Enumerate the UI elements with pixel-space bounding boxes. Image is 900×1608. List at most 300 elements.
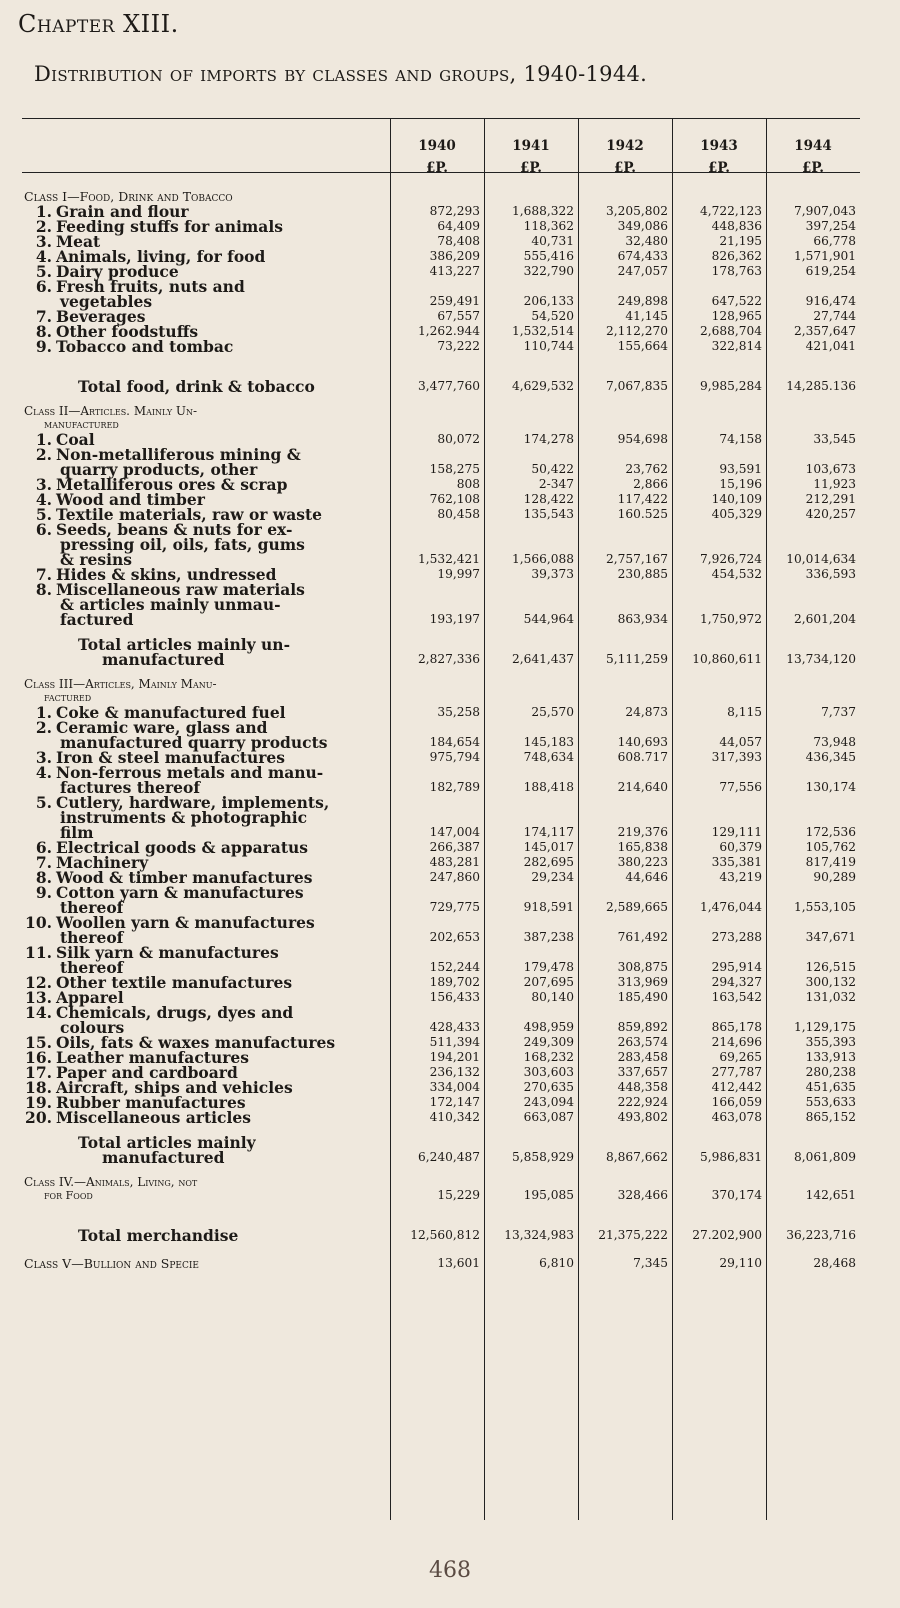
value-cell: 64,409 [437, 219, 480, 233]
value-cell: 954,698 [617, 432, 668, 446]
item-number: 2. [35, 718, 52, 737]
empty-cell [672, 176, 766, 204]
item-number: 5. [35, 505, 52, 524]
value-cell: 859,892 [617, 1020, 668, 1034]
value-cell: 21,195 [719, 234, 762, 248]
item-row [22, 795, 860, 840]
value-cell: 25,570 [531, 705, 574, 719]
value-cell: 230,885 [617, 567, 668, 581]
item-number: 7. [35, 853, 52, 872]
item-row [22, 885, 860, 915]
value-cell: 77,556 [719, 780, 762, 794]
class-heading: Class V—Bullion and Specie [24, 1256, 199, 1271]
value-cell: 282,695 [523, 855, 574, 869]
page-number: 468 [429, 1558, 471, 1583]
item-label [22, 1110, 390, 1125]
value-cell: 308,875 [617, 960, 668, 974]
value-cell: 463,078 [711, 1110, 762, 1124]
value-cell: 142,651 [805, 1188, 856, 1202]
class-heading [22, 394, 390, 432]
total-text: Total articles mainly [78, 1133, 256, 1152]
value-cell: 140,109 [711, 492, 762, 506]
value-cell: 916,474 [805, 294, 856, 308]
value-cell: 19,997 [437, 567, 480, 581]
item-text: Hides & skins, undressed [56, 565, 277, 584]
value-cell: 619,254 [805, 264, 856, 278]
value-cell: 865,178 [711, 1020, 762, 1034]
item-text: Iron & steel manufactures [56, 748, 286, 767]
value-cell: 10,014,634 [786, 552, 856, 566]
value-cell: 263,574 [617, 1035, 668, 1049]
value-cell: 863,934 [617, 612, 668, 626]
value-cell: 386,209 [429, 249, 480, 263]
value-cell: 165,838 [617, 840, 668, 854]
item-number: 6. [35, 838, 52, 857]
value-cell: 66,778 [813, 234, 856, 248]
empty-cell [672, 394, 766, 432]
value-cell: 397,254 [805, 219, 856, 233]
value-cell: 247,860 [429, 870, 480, 884]
item-label [22, 279, 390, 309]
item-number: 4. [35, 763, 52, 782]
item-number: 1. [35, 703, 52, 722]
value-cell: 2,866 [633, 477, 668, 491]
item-number: 2. [35, 217, 52, 236]
item-text: Cutlery, hardware, implements, [56, 793, 330, 812]
table-title: Distribution of imports by classes and groups, 1940-1944. [34, 62, 648, 86]
item-number: 7. [35, 565, 52, 584]
value-cell: 21,375,222 [598, 1228, 668, 1242]
empty-cell [578, 176, 672, 204]
value-cell: 1,262.944 [417, 324, 480, 338]
item-label [22, 795, 390, 840]
item-text: Non-ferrous metals and manu- [56, 763, 324, 782]
value-cell: 214,696 [711, 1035, 762, 1049]
value-cell: 50,422 [531, 462, 574, 476]
item-number: 14. [25, 1003, 52, 1022]
value-cell: 1,688,322 [511, 204, 574, 218]
total-text: manufactured [102, 1148, 225, 1167]
value-cell: 29,234 [531, 870, 574, 884]
value-cell: 322,814 [711, 339, 762, 353]
value-cell: 73,948 [813, 735, 856, 749]
value-cell: 7,067,835 [605, 379, 668, 393]
value-cell: 817,419 [805, 855, 856, 869]
value-cell: 273,288 [711, 930, 762, 944]
value-cell: 219,376 [617, 825, 668, 839]
value-cell: 1,566,088 [511, 552, 574, 566]
value-cell: 1,571,901 [793, 249, 856, 263]
value-cell: 128,965 [711, 309, 762, 323]
unit-header: £P. [519, 160, 542, 176]
value-cell: 103,673 [805, 462, 856, 476]
item-number: 8. [35, 580, 52, 599]
value-cell: 761,492 [617, 930, 668, 944]
value-cell: 128,422 [523, 492, 574, 506]
item-text: instruments & photographic [60, 808, 308, 827]
value-cell: 117,422 [617, 492, 668, 506]
value-cell: 674,433 [617, 249, 668, 263]
item-number: 5. [35, 793, 52, 812]
item-text: thereof [60, 928, 124, 947]
total-label [22, 627, 390, 667]
item-text: Other foodstuffs [56, 322, 199, 341]
unit-header: £P. [425, 160, 448, 176]
item-number: 1. [35, 202, 52, 221]
item-text: thereof [60, 958, 124, 977]
value-cell: 2,589,665 [605, 900, 668, 914]
total-row [22, 627, 860, 667]
year-header-row [22, 130, 860, 154]
value-cell: 188,418 [523, 780, 574, 794]
value-cell: 39,373 [531, 567, 574, 581]
year-header: 1942 [606, 138, 644, 154]
empty-cell [766, 394, 860, 432]
item-number: 3. [35, 475, 52, 494]
value-cell: 1,750,972 [699, 612, 762, 626]
item-text: Coal [56, 430, 95, 449]
value-cell: 421,041 [805, 339, 856, 353]
value-cell: 133,913 [805, 1050, 856, 1064]
item-label [22, 915, 390, 945]
class-heading-line: Class II—Articles. Mainly Un- [24, 404, 198, 418]
class-heading [22, 176, 390, 204]
value-cell: 67,557 [437, 309, 480, 323]
item-row [22, 447, 860, 477]
value-cell: 3,205,802 [605, 204, 668, 218]
value-cell: 313,969 [617, 975, 668, 989]
value-cell: 243,094 [523, 1095, 574, 1109]
total-text: Total articles mainly un- [78, 635, 291, 654]
total-label: Total merchandise [78, 1226, 239, 1245]
value-cell: 5,858,929 [511, 1150, 574, 1164]
empty-cell [766, 667, 860, 705]
item-number: 3. [35, 232, 52, 251]
value-cell: 13,601 [437, 1256, 480, 1270]
empty-cell [484, 176, 578, 204]
item-text: manufactured quarry products [60, 733, 328, 752]
value-cell: 3,477,760 [417, 379, 480, 393]
value-cell: 349,086 [617, 219, 668, 233]
value-cell: 28,468 [813, 1256, 856, 1270]
item-row [22, 339, 860, 354]
class-heading-line: Class I—Food, Drink and Tobacco [24, 189, 233, 204]
value-cell: 4,722,123 [699, 204, 762, 218]
item-number: 8. [35, 868, 52, 887]
item-text: Dairy produce [56, 262, 179, 281]
value-cell: 29,110 [719, 1256, 762, 1270]
total-merchandise-row [22, 1203, 860, 1243]
value-cell: 189,702 [429, 975, 480, 989]
item-text: Cotton yarn & manufactures [56, 883, 304, 902]
item-text: Chemicals, drugs, dyes and [56, 1003, 294, 1022]
item-text: Aircraft, ships and vehicles [56, 1078, 293, 1097]
item-number: 12. [25, 973, 52, 992]
value-cell: 60,379 [719, 840, 762, 854]
unit-header-row [22, 154, 860, 176]
value-cell: 41,145 [625, 309, 668, 323]
class-heading [22, 667, 390, 705]
value-cell: 11,923 [813, 477, 856, 491]
value-cell: 249,309 [523, 1035, 574, 1049]
item-label [22, 447, 390, 477]
value-cell: 410,342 [429, 1110, 480, 1124]
value-cell: 105,762 [805, 840, 856, 854]
item-number: 4. [35, 247, 52, 266]
value-cell: 555,416 [523, 249, 574, 263]
value-cell: 553,633 [805, 1095, 856, 1109]
item-row [22, 915, 860, 945]
value-cell: 69,265 [719, 1050, 762, 1064]
value-cell: 413,227 [429, 264, 480, 278]
value-cell: 647,522 [711, 294, 762, 308]
value-cell: 36,223,716 [786, 1228, 856, 1242]
value-cell: 145,183 [523, 735, 574, 749]
total-label [22, 1125, 390, 1165]
value-cell: 206,133 [523, 294, 574, 308]
value-cell: 412,442 [711, 1080, 762, 1094]
item-text: Wood & timber manufactures [56, 868, 313, 887]
item-label [22, 765, 390, 795]
value-cell: 300,132 [805, 975, 856, 989]
value-cell: 163,542 [711, 990, 762, 1004]
value-cell: 283,458 [617, 1050, 668, 1064]
class-heading-line: Class III—Articles, Mainly Manu- [24, 677, 217, 691]
chapter-heading: Chapter XIII. [18, 10, 179, 38]
item-number: 17. [25, 1063, 52, 1082]
value-cell: 24,873 [625, 705, 668, 719]
label-header [22, 154, 390, 176]
value-cell: 808 [456, 477, 480, 491]
value-cell: 544,964 [523, 612, 574, 626]
item-text: Oils, fats & waxes manufactures [56, 1033, 336, 1052]
year-header: 1944 [794, 138, 832, 154]
value-cell: 337,657 [617, 1065, 668, 1079]
value-cell: 182,789 [429, 780, 480, 794]
item-text: Fresh fruits, nuts and [56, 277, 245, 296]
total-row [22, 354, 860, 394]
value-cell: 2,757,167 [605, 552, 668, 566]
value-cell: 380,223 [617, 855, 668, 869]
value-cell: 277,787 [711, 1065, 762, 1079]
item-text: Other textile manufactures [56, 973, 293, 992]
value-cell: 222,924 [617, 1095, 668, 1109]
unit-header: £P. [707, 160, 730, 176]
value-cell: 2,357,647 [793, 324, 856, 338]
year-header: 1941 [512, 138, 550, 154]
item-text: Electrical goods & apparatus [56, 838, 308, 857]
value-cell: 152,244 [429, 960, 480, 974]
value-cell: 7,907,043 [793, 204, 856, 218]
item-text: thereof [60, 898, 124, 917]
value-cell: 865,152 [805, 1110, 856, 1124]
value-cell: 2,601,204 [793, 612, 856, 626]
value-cell: 14,285.136 [786, 379, 856, 393]
item-label [22, 885, 390, 915]
value-cell: 131,032 [805, 990, 856, 1004]
item-text: colours [60, 1018, 125, 1037]
item-number: 2. [35, 445, 52, 464]
value-cell: 270,635 [523, 1080, 574, 1094]
item-number: 16. [25, 1048, 52, 1067]
item-row [22, 765, 860, 795]
item-row [22, 1110, 860, 1125]
item-number: 5. [35, 262, 52, 281]
value-cell: 40,731 [531, 234, 574, 248]
value-cell: 1,476,044 [699, 900, 762, 914]
value-cell: 762,108 [429, 492, 480, 506]
year-header: 1943 [700, 138, 738, 154]
value-cell: 8,115 [727, 705, 762, 719]
value-cell: 303,603 [523, 1065, 574, 1079]
value-cell: 7,737 [821, 705, 856, 719]
top-rule [22, 118, 860, 119]
year-header: 1940 [418, 138, 456, 154]
item-label [22, 522, 390, 567]
value-cell: 334,004 [429, 1080, 480, 1094]
item-text: Miscellaneous articles [56, 1108, 251, 1127]
label-header [22, 130, 390, 154]
item-row [22, 975, 860, 990]
item-text: & articles mainly unmau- [60, 595, 281, 614]
value-cell: 135,543 [523, 507, 574, 521]
value-cell: 748,634 [523, 750, 574, 764]
imports-table [22, 130, 860, 1271]
value-cell: 328,466 [617, 1188, 668, 1202]
item-text: Meat [56, 232, 101, 251]
value-cell: 451,635 [805, 1080, 856, 1094]
value-cell: 2,827,336 [417, 652, 480, 666]
empty-cell [390, 394, 484, 432]
value-cell: 193,197 [429, 612, 480, 626]
value-cell: 294,327 [711, 975, 762, 989]
value-cell: 194,201 [429, 1050, 480, 1064]
empty-cell [578, 394, 672, 432]
total-text: manufactured [102, 650, 225, 669]
value-cell: 448,358 [617, 1080, 668, 1094]
item-number: 9. [35, 883, 52, 902]
item-number: 4. [35, 490, 52, 509]
value-cell: 43,219 [719, 870, 762, 884]
class-heading-row [22, 1165, 860, 1203]
empty-cell [390, 176, 484, 204]
empty-cell [390, 667, 484, 705]
value-cell: 498,959 [523, 1020, 574, 1034]
item-row [22, 219, 860, 234]
value-cell: 130,174 [805, 780, 856, 794]
value-cell: 1,129,175 [793, 1020, 856, 1034]
value-cell: 80,458 [437, 507, 480, 521]
item-number: 7. [35, 307, 52, 326]
item-text: film [60, 823, 94, 842]
value-cell: 918,591 [523, 900, 574, 914]
value-cell: 168,232 [523, 1050, 574, 1064]
value-cell: 74,158 [719, 432, 762, 446]
item-number: 9. [35, 337, 52, 356]
value-cell: 93,591 [719, 462, 762, 476]
value-cell: 195,085 [523, 1188, 574, 1202]
value-cell: 428,433 [429, 1020, 480, 1034]
item-number: 6. [35, 277, 52, 296]
total-text: Total food, drink & tobacco [78, 377, 315, 396]
value-cell: 160.525 [617, 507, 668, 521]
value-cell: 872,293 [429, 204, 480, 218]
item-text: Non-metalliferous mining & [56, 445, 301, 464]
item-label [22, 339, 390, 354]
item-text: Feeding stuffs for animals [56, 217, 283, 236]
value-cell: 511,394 [429, 1035, 480, 1049]
value-cell: 184,654 [429, 735, 480, 749]
value-cell: 8,867,662 [605, 1150, 668, 1164]
class-heading-line: Class IV.—Animals, Living, not [24, 1175, 198, 1189]
item-row [22, 945, 860, 975]
value-cell: 975,794 [429, 750, 480, 764]
class-heading-line: for Food [44, 1189, 93, 1202]
value-cell: 608.717 [617, 750, 668, 764]
item-number: 15. [25, 1033, 52, 1052]
item-text: Beverages [56, 307, 146, 326]
item-text: Leather manufactures [56, 1048, 249, 1067]
value-cell: 73,222 [437, 339, 480, 353]
value-cell: 145,017 [523, 840, 574, 854]
value-cell: 207,695 [523, 975, 574, 989]
value-cell: 12,560,812 [410, 1228, 480, 1242]
value-cell: 826,362 [711, 249, 762, 263]
item-row [22, 1005, 860, 1035]
item-number: 1. [35, 430, 52, 449]
value-cell: 10,860,611 [692, 652, 762, 666]
item-text: Woollen yarn & manufactures [56, 913, 315, 932]
value-cell: 172,536 [805, 825, 856, 839]
class-heading [22, 1165, 390, 1203]
item-text: Textile materials, raw or waste [56, 505, 323, 524]
value-cell: 336,593 [805, 567, 856, 581]
empty-cell [766, 176, 860, 204]
value-cell: 214,640 [617, 780, 668, 794]
item-text: Rubber manufactures [56, 1093, 246, 1112]
value-cell: 110,744 [523, 339, 574, 353]
value-cell: 23,762 [625, 462, 668, 476]
value-cell: 236,132 [429, 1065, 480, 1079]
item-text: factured [60, 610, 134, 629]
item-text: Seeds, beans & nuts for ex- [56, 520, 293, 539]
item-row [22, 582, 860, 627]
item-text: Apparel [56, 988, 124, 1007]
value-cell: 8,061,809 [793, 1150, 856, 1164]
empty-cell [672, 667, 766, 705]
empty-cell [578, 667, 672, 705]
class-heading-row [22, 394, 860, 432]
value-cell: 1,553,105 [793, 900, 856, 914]
item-text: Miscellaneous raw materials [56, 580, 305, 599]
item-label [22, 582, 390, 627]
item-label [22, 720, 390, 750]
empty-cell [484, 394, 578, 432]
value-cell: 15,196 [719, 477, 762, 491]
class-heading-row [22, 1243, 860, 1271]
value-cell: 266,387 [429, 840, 480, 854]
value-cell: 126,515 [805, 960, 856, 974]
value-cell: 454,532 [711, 567, 762, 581]
item-text: Wood and timber [56, 490, 205, 509]
value-cell: 118,362 [523, 219, 574, 233]
item-number: 13. [25, 988, 52, 1007]
value-cell: 247,057 [617, 264, 668, 278]
value-cell: 80,140 [531, 990, 574, 1004]
value-cell: 212,291 [805, 492, 856, 506]
item-text: Paper and cardboard [56, 1063, 238, 1082]
value-cell: 5,111,259 [605, 652, 668, 666]
